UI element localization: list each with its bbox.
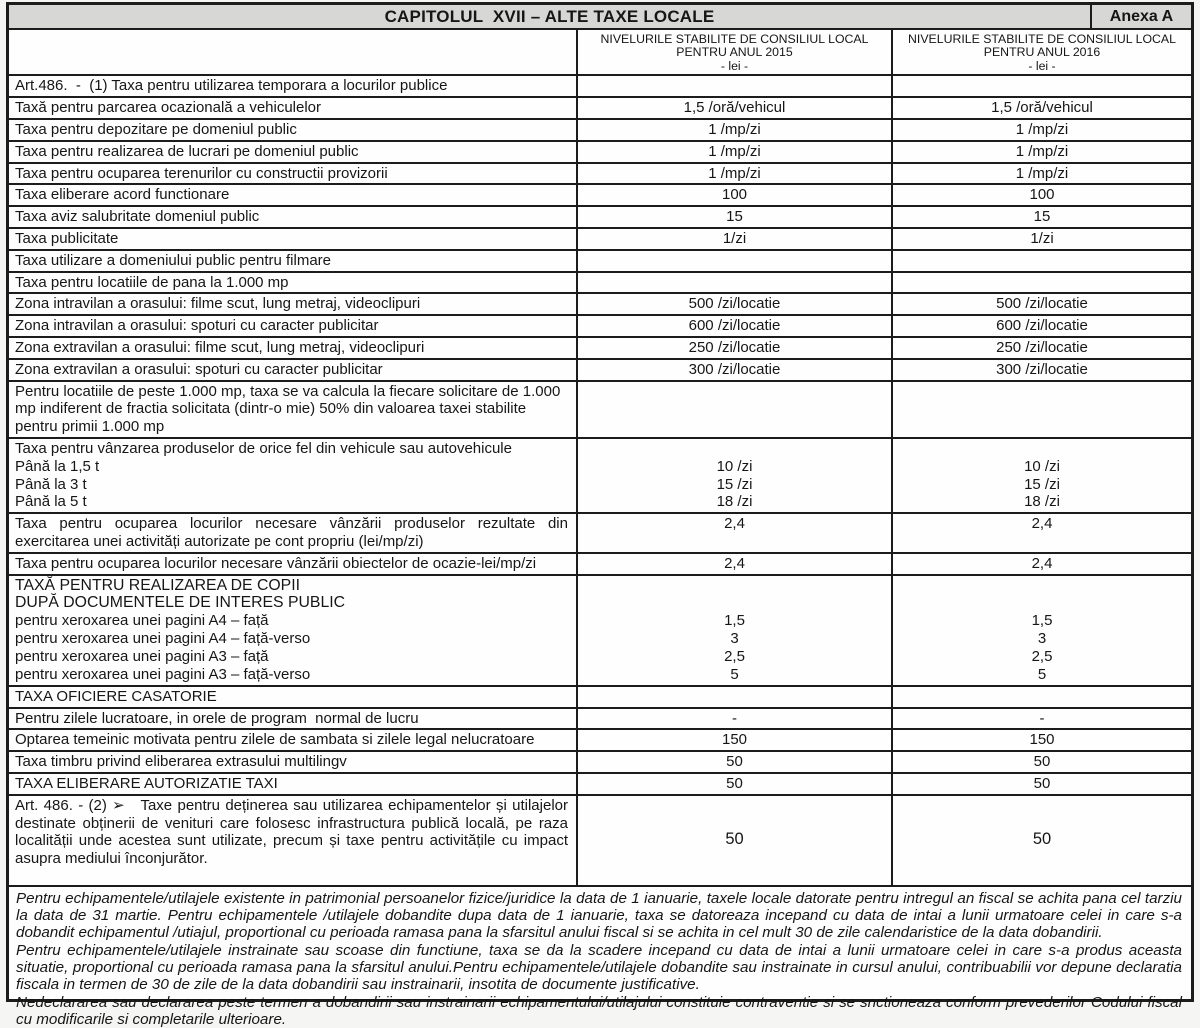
footer-paragraph-2: Pentru echipamentele/utilajele instrainate sau scoase din functiune, taxa se da la scadere incepand cu data de intai a lunii urmatoare celei in care s-a produs aceasta situatie, proportional cu perioada ramasa pana la sfarsitul anului.Pentru echipamentele/utilajele dobandite sau instrainate in cursul anului, contribuabilii vor depune declaratia fiscala in termen de 30 de zile de la data dobandirii sau instrainarii, insotita de documente justificative.	[16, 941, 1187, 994]
column-header-2016-line3: - lei -	[1028, 58, 1056, 73]
row-label: Taxa aviz salubritate domeniul public	[15, 208, 260, 226]
table-row	[9, 142, 1191, 164]
value-2015-cell: 1 /mp/zi	[576, 164, 891, 184]
row-label: Optarea temeinic motivata pentru zilele de sambata si zilele legal nelucratoare	[15, 731, 535, 749]
row-value-line: 15 /zi	[716, 475, 753, 493]
row-label-line: pentru xeroxarea unei pagini A3 – față-verso	[15, 665, 311, 683]
value-2015-cell: 15	[576, 207, 891, 227]
tax-table-body	[9, 76, 1191, 887]
row-label: Art. 486. - (2) ➢ Taxe pentru deținerea sau utilizarea echipamentelor și utilajelor destinate obținerii de venituri care folosesc infrastructura publică locală, pe raza localității unde acestea sunt utilizate, precum și taxe pentru activitățile cu impact asupra mediului înconjurător.	[15, 796, 573, 868]
row-label: Taxa pentru ocuparea terenurilor cu constructii provizorii	[15, 164, 388, 182]
table-row	[9, 774, 1191, 796]
value-2016-cell	[891, 687, 1191, 707]
footer-paragraph-3: Nedeclararea sau declararea peste termen a dobandirii sau instrainarii echipamentului/utilajului constituie contraventie si se snctioneaza conform prevederilor Codului fiscal cu modificarile si completarile ulterioare.	[16, 993, 1187, 1028]
row-value-line: 2,5	[1031, 647, 1053, 665]
value-2016-cell: 150	[891, 730, 1191, 750]
value-2016-cell: 100	[891, 185, 1191, 205]
footer-notes	[9, 887, 1191, 1028]
value-2016-cell: -	[891, 709, 1191, 729]
row-value-line: 18 /zi	[1024, 493, 1060, 511]
row-label: Taxa pentru realizarea de lucrari pe domeniul public	[15, 142, 359, 160]
value-2015-cell	[576, 273, 891, 293]
table-row	[9, 273, 1191, 295]
value-2016-cell: 500 /zi/locatie	[891, 294, 1191, 314]
title-bar	[9, 5, 1191, 30]
table-row	[9, 752, 1191, 774]
document-page	[6, 2, 1194, 1028]
row-value-line: 5	[730, 665, 739, 683]
row-value-line: 2,5	[724, 647, 745, 665]
row-label	[9, 439, 576, 512]
row-label	[9, 576, 576, 685]
column-header-2015-line2: PENTRU ANUL 2015	[676, 45, 793, 60]
value-2015-cell: 300 /zi/locatie	[576, 360, 891, 380]
annex-label: Anexa A	[1090, 5, 1191, 28]
row-label-line: Taxa pentru vânzarea produselor de orice fel din vehicule sau autovehicule	[15, 439, 512, 457]
row-value-line	[897, 577, 1187, 595]
column-header-2015	[576, 30, 891, 74]
row-label: Taxa pentru ocuparea locurilor necesare vânzării obiectelor de ocazie-lei/mp/zi	[15, 554, 537, 572]
value-2015-cell: -	[576, 709, 891, 729]
table-row	[9, 730, 1191, 752]
value-2015-cell: 250 /zi/locatie	[576, 338, 891, 358]
value-2015-cell: 1 /mp/zi	[576, 120, 891, 140]
table-row	[9, 98, 1191, 120]
value-2015-cell: 50	[576, 774, 891, 794]
value-2016-cell	[891, 382, 1191, 437]
row-value-line	[582, 440, 887, 458]
column-header-row	[9, 30, 1191, 76]
column-header-2016-line1: NIVELURILE STABILITE DE CONSILIUL LOCAL	[908, 32, 1176, 46]
table-row	[9, 514, 1191, 554]
value-2015-cell: 600 /zi/locatie	[576, 316, 891, 336]
row-value-line: 3	[730, 629, 739, 647]
table-row	[9, 382, 1191, 439]
row-value-line: 15 /zi	[1024, 475, 1060, 493]
value-2015-cell: 50	[576, 796, 891, 885]
value-2016-cell	[891, 273, 1191, 293]
row-label: Taxa pentru depozitare pe domeniul public	[15, 121, 297, 139]
row-label: Zona extravilan a orasului: spoturi cu caracter publicitar	[15, 360, 383, 378]
column-header-2015-line3: - lei -	[720, 58, 749, 73]
row-label: Taxa utilizare a domeniului public pentru filmare	[15, 251, 331, 269]
value-2016-cell: 1,5 /oră/vehicul	[891, 98, 1191, 118]
value-2015-cell	[576, 76, 891, 96]
row-value-line	[897, 440, 1187, 458]
row-label-line: pentru xeroxarea unei pagini A3 – față	[15, 647, 269, 665]
table-row	[9, 796, 1191, 887]
value-2016-cell: 15	[891, 207, 1191, 227]
table-row	[9, 120, 1191, 142]
value-2016-cell: 250 /zi/locatie	[891, 338, 1191, 358]
row-label: TAXA ELIBERARE AUTORIZATIE TAXI	[15, 774, 278, 792]
row-value-line: 1,5	[1031, 612, 1053, 630]
value-2016-cell: 2,4	[891, 554, 1191, 574]
row-label: Art.486. - (1) Taxa pentru utilizarea temporara a locurilor publice	[15, 77, 448, 95]
value-2015-cell	[576, 382, 891, 437]
table-row	[9, 251, 1191, 273]
row-label: TAXA OFICIERE CASATORIE	[15, 687, 217, 705]
value-2015-cell: 500 /zi/locatie	[576, 294, 891, 314]
value-2015-cell	[576, 439, 891, 512]
row-value-line: 1,5	[724, 612, 745, 630]
value-2016-cell	[891, 76, 1191, 96]
table-row	[9, 687, 1191, 709]
value-2016-cell: 1/zi	[891, 229, 1191, 249]
table-row	[9, 294, 1191, 316]
row-value-line: 5	[1037, 665, 1047, 683]
table-row	[9, 316, 1191, 338]
chapter-title: CAPITOLUL XVII – ALTE TAXE LOCALE	[384, 6, 715, 26]
row-label: Taxa timbru privind eliberarea extrasului multilingv	[15, 753, 347, 771]
value-2016-cell: 600 /zi/locatie	[891, 316, 1191, 336]
column-header-empty	[9, 30, 576, 74]
table-row	[9, 229, 1191, 251]
table-row	[9, 185, 1191, 207]
row-label-line: Până la 5 t	[15, 493, 87, 511]
value-2016-cell: 50	[891, 796, 1191, 885]
table-row	[9, 576, 1191, 687]
value-2015-cell: 50	[576, 752, 891, 772]
column-header-2016	[891, 30, 1191, 74]
row-value-line	[582, 594, 887, 612]
row-label-line: Până la 3 t	[15, 475, 87, 493]
table-row	[9, 554, 1191, 576]
row-value-line: 3	[1037, 629, 1047, 647]
row-label-line: pentru xeroxarea unei pagini A4 – față	[15, 612, 269, 630]
row-value-line: 10 /zi	[716, 457, 753, 475]
value-2016-cell: 1 /mp/zi	[891, 164, 1191, 184]
row-value-line	[897, 594, 1187, 612]
table-row	[9, 360, 1191, 382]
row-label: Taxa publicitate	[15, 230, 119, 247]
column-header-2016-line2: PENTRU ANUL 2016	[983, 45, 1101, 60]
value-2016-cell: 1 /mp/zi	[891, 142, 1191, 162]
footer-paragraph-1: Pentru echipamentele/utilajele existente in patrimonial persoanelor fizice/juridice la data de 1 ianuarie, taxele locale datorate pentru intregul an fiscal se achita pana cel tarziu la data de 31 martie. Pentru echipamentele /utilajele dobandite dupa data de 1 ianuarie, taxa se datoreaza incepand cu data de intai a lunii urmatoare celei in care s-a dobandit echipamentul /utiajul, proportional cu perioada ramasa pana la sfarsitul anului fiscal si se achita in cel mult 30 de zile calendaristice de la data dobandirii.	[16, 889, 1187, 942]
row-label-line: TAXĂ PENTRU REALIZAREA DE COPII	[15, 576, 300, 594]
value-2015-cell: 100	[576, 185, 891, 205]
value-2015-cell: 2,4	[576, 514, 891, 552]
value-2016-cell: 1 /mp/zi	[891, 120, 1191, 140]
row-value-line: 10 /zi	[1024, 457, 1060, 475]
value-2016-cell: 50	[891, 752, 1191, 772]
table-row	[9, 709, 1191, 731]
value-2015-cell	[576, 251, 891, 271]
value-2015-cell	[576, 576, 891, 685]
row-label-line: pentru xeroxarea unei pagini A4 – față-verso	[15, 629, 311, 647]
row-label: Taxă pentru parcarea ocazională a vehiculelor	[15, 99, 322, 117]
row-label: Zona intravilan a orasului: spoturi cu caracter publicitar	[15, 317, 379, 335]
value-2016-cell	[891, 576, 1191, 685]
value-2015-cell: 1 /mp/zi	[576, 142, 891, 162]
value-2015-cell: 1/zi	[576, 229, 891, 249]
row-value-line	[582, 577, 887, 595]
table-row	[9, 338, 1191, 360]
row-label: Zona extravilan a orasului: filme scut, lung metraj, videoclipuri	[15, 338, 425, 356]
value-2016-cell: 2,4	[891, 514, 1191, 552]
value-2016-cell: 300 /zi/locatie	[891, 360, 1191, 380]
value-2015-cell	[576, 687, 891, 707]
row-label: Taxa eliberare acord functionare	[15, 186, 230, 204]
row-label: Zona intravilan a orasului: filme scut, lung metraj, videoclipuri	[15, 295, 421, 313]
row-label-line: Până la 1,5 t	[15, 457, 100, 475]
value-2015-cell: 2,4	[576, 554, 891, 574]
row-label: Pentru zilele lucratoare, in orele de program normal de lucru	[15, 709, 419, 727]
value-2016-cell	[891, 439, 1191, 512]
row-label: Pentru locatiile de peste 1.000 mp, taxa se va calcula la fiecare solicitare de 1.000 mp indiferent de fractia solicitata (dintr-o mie) 50% din valoarea taxei stabilite pentru primii 1.000 mp	[15, 382, 565, 436]
column-header-2015-line1: NIVELURILE STABILITE DE CONSILIUL LOCAL	[600, 32, 869, 46]
row-label-line: DUPĂ DOCUMENTELE DE INTERES PUBLIC	[15, 594, 346, 612]
value-2015-cell: 1,5 /oră/vehicul	[576, 98, 891, 118]
value-2016-cell	[891, 251, 1191, 271]
table-row	[9, 207, 1191, 229]
value-2016-cell: 50	[891, 774, 1191, 794]
row-label: Taxa pentru ocuparea locurilor necesare vânzării produselor rezultate din exercitarea unei activități autorizate pe cont propriu (lei/mp/zi)	[15, 515, 573, 550]
table-row	[9, 164, 1191, 186]
row-value-line: 18 /zi	[716, 493, 753, 511]
table-row	[9, 439, 1191, 514]
row-label: Taxa pentru locatiile de pana la 1.000 mp	[15, 273, 289, 291]
value-2015-cell: 150	[576, 730, 891, 750]
table-row	[9, 76, 1191, 98]
